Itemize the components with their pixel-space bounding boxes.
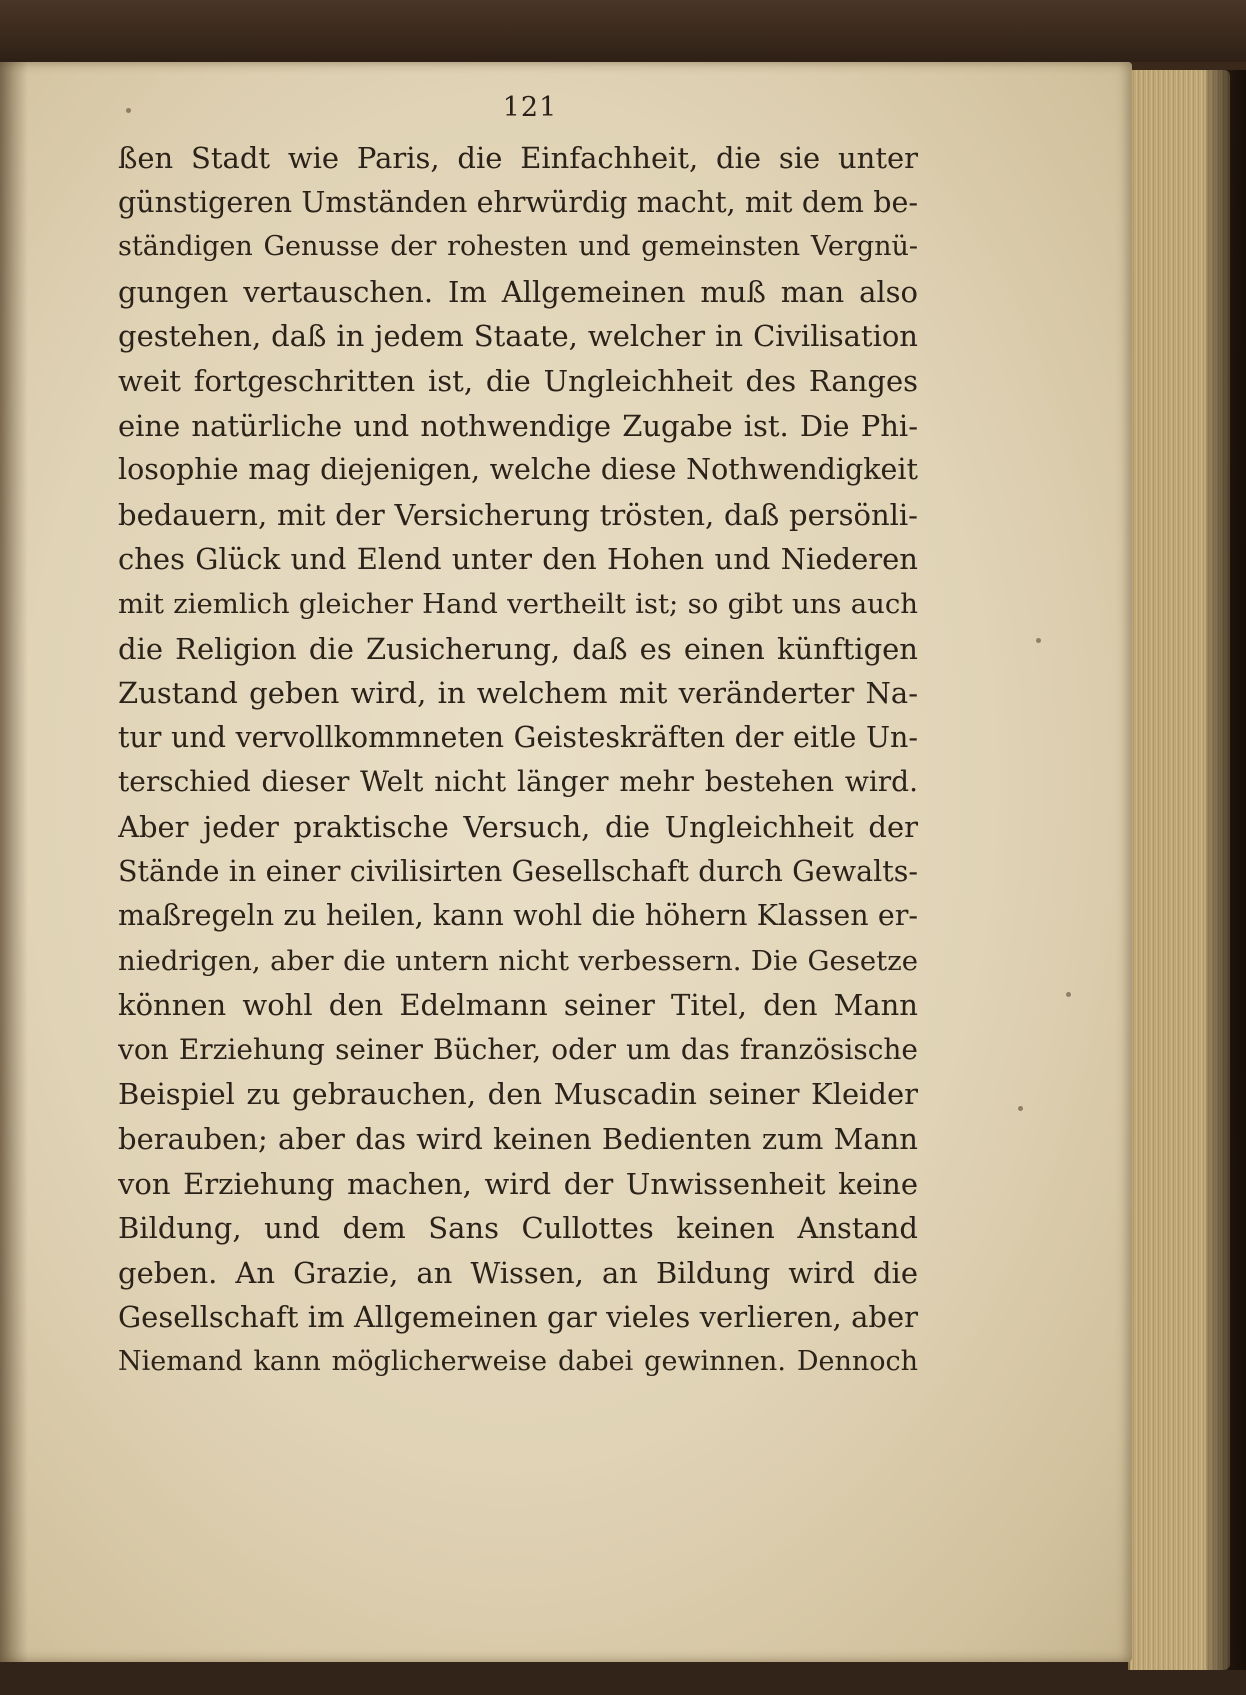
page-block-shadow bbox=[1206, 70, 1246, 1670]
text-line: bedauern, mit der Versicherung trösten, daß persönli- bbox=[118, 497, 918, 532]
text-line: Niemand kann möglicherweise dabei gewinnen. Dennoch bbox=[118, 1346, 918, 1378]
page-text-block bbox=[118, 136, 918, 1385]
paper-speck bbox=[126, 108, 131, 113]
text-line: tur und vervollkommneten Geisteskräften der eitle Un- bbox=[118, 720, 918, 754]
text-line: Zustand geben wird, in welchem mit veränderter Na- bbox=[118, 676, 918, 711]
paper-speck bbox=[1036, 638, 1041, 643]
text-line: gestehen, daß in jedem Staate, welcher in Civilisation bbox=[118, 319, 918, 354]
text-line: die Religion die Zusicherung, daß es einen künftigen bbox=[118, 631, 918, 666]
text-line: Aber jeder praktische Versuch, die Ungleichheit der bbox=[118, 809, 918, 844]
text-line: gungen vertauschen. Im Allgemeinen muß man also bbox=[118, 274, 918, 309]
text-line: ßen Stadt wie Paris, die Einfachheit, die sie unter bbox=[118, 141, 918, 175]
text-line: geben. An Grazie, an Wissen, an Bildung wird die bbox=[118, 1255, 918, 1290]
page-number: 121 bbox=[502, 92, 558, 123]
text-line: von Erziehung seiner Bücher, oder um das französische bbox=[118, 1032, 918, 1066]
text-line: Beispiel zu gebrauchen, den Muscadin seiner Kleider bbox=[118, 1077, 918, 1112]
text-line: ständigen Genusse der rohesten und gemeinsten Vergnü- bbox=[118, 231, 918, 263]
text-line: losophie mag diejenigen, welche diese Nothwendigkeit bbox=[118, 453, 918, 487]
text-line: Gesellschaft im Allgemeinen gar vieles verlieren, aber bbox=[118, 1300, 918, 1335]
page-gutter bbox=[0, 62, 28, 1662]
text-line: niedrigen, aber die untern nicht verbessern. Die Gesetze bbox=[118, 944, 918, 977]
text-line: Bildung, und dem Sans Cullottes keinen Anstand bbox=[118, 1211, 918, 1246]
text-line: berauben; aber das wird keinen Bedienten zum Mann bbox=[118, 1122, 918, 1157]
text-line: eine natürliche und nothwendige Zugabe ist. Die Phi- bbox=[118, 408, 918, 443]
binding-top-edge bbox=[0, 0, 1246, 62]
text-line: können wohl den Edelmann seiner Titel, den Mann bbox=[118, 988, 918, 1023]
text-line: Stände in einer civilisirten Gesellschaft durch Gewalts- bbox=[118, 854, 918, 888]
text-line: von Erziehung machen, wird der Unwissenheit keine bbox=[118, 1166, 918, 1201]
text-line: maßregeln zu heilen, kann wohl die höhern Klassen er- bbox=[118, 899, 918, 933]
text-line: weit fortgeschritten ist, die Ungleichheit des Ranges bbox=[118, 363, 918, 398]
paper-speck bbox=[1018, 1106, 1023, 1111]
paper-speck bbox=[1066, 992, 1071, 997]
text-line: mit ziemlich gleicher Hand vertheilt ist; so gibt uns auch bbox=[118, 587, 918, 620]
text-line: ches Glück und Elend unter den Hohen und Niederen bbox=[118, 542, 918, 577]
text-line: terschied dieser Welt nicht länger mehr bestehen wird. bbox=[118, 765, 918, 799]
text-line: günstigeren Umständen ehrwürdig macht, mit dem be- bbox=[118, 185, 918, 219]
